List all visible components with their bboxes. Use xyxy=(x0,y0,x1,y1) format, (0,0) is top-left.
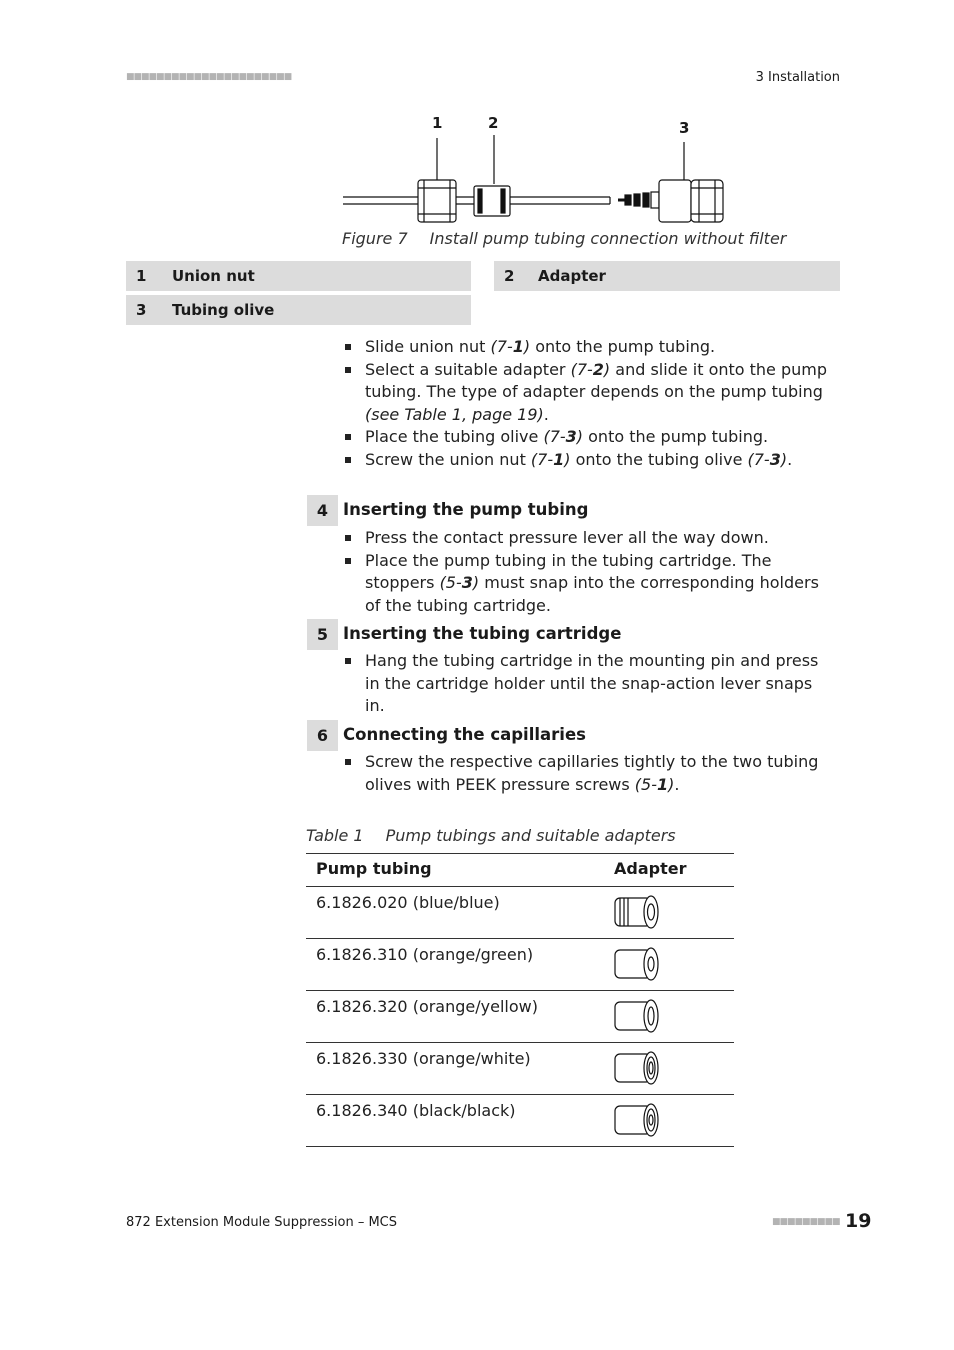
figure-ref-end: ) xyxy=(576,427,584,446)
table-rule xyxy=(306,1146,734,1147)
legend-item-tubing-olive xyxy=(126,295,471,325)
text: Press the contact pressure lever all the way down. xyxy=(365,528,769,547)
footer-marker: ■■■■■■■■■ xyxy=(772,1217,840,1227)
table-cell-pump-tubing: 6.1826.310 (orange/green) xyxy=(316,945,534,964)
list-item xyxy=(343,550,838,618)
adapter-icon xyxy=(613,946,661,982)
legend-text: Union nut xyxy=(172,267,255,285)
text: Screw the respective capillaries tightly to the two tubing olives with PEEK pressure screws xyxy=(365,752,819,794)
text: Place the pump tubing in the tubing cartridge. The stoppers xyxy=(365,550,772,592)
text: Hang the tubing cartridge in the mounting pin and press in the cartridge holder until the snap-action lever snaps in. xyxy=(365,651,819,715)
legend-text: Adapter xyxy=(538,267,606,285)
callout-3: 3 xyxy=(679,119,690,137)
list-item xyxy=(343,449,833,472)
figure-ref: (7- xyxy=(570,359,593,379)
table-cell-pump-tubing: 6.1826.320 (orange/yellow) xyxy=(316,997,538,1016)
callout-1: 1 xyxy=(432,114,443,132)
table-rule xyxy=(306,938,734,939)
text: Screw the union nut xyxy=(365,449,531,469)
text: onto the pump tubing. xyxy=(530,337,716,356)
figure-ref-number: 1 xyxy=(553,449,565,469)
text: and slide it onto the pump tubing. The type of adapter depends on the pump tubing xyxy=(365,359,828,401)
intro-bullet-list xyxy=(343,336,833,471)
step-title-6: Connecting the capillaries xyxy=(343,725,586,744)
figure-ref: (5- xyxy=(439,573,462,592)
header-marker: ■■■■■■■■■■■■■■■■■■■■■■ xyxy=(126,72,292,82)
figure-ref: (5- xyxy=(634,774,657,794)
table-rule xyxy=(306,853,734,854)
figure-ref-number: 3 xyxy=(461,573,473,592)
text: . xyxy=(787,449,793,469)
table-cell-pump-tubing: 6.1826.020 (blue/blue) xyxy=(316,893,500,912)
text: Slide union nut xyxy=(365,337,491,356)
list-item xyxy=(343,336,833,359)
figure-ref-number: 3 xyxy=(769,449,781,469)
table-rule xyxy=(306,1042,734,1043)
table-rule xyxy=(306,1094,734,1095)
list-item xyxy=(343,426,833,449)
step-number-4: 4 xyxy=(307,495,338,526)
table-caption xyxy=(306,826,676,845)
figure-ref: (7- xyxy=(490,337,513,356)
figure-ref-number: 1 xyxy=(512,337,524,356)
list-item xyxy=(343,359,833,427)
list-item xyxy=(343,650,833,718)
figure-ref-end: ) xyxy=(472,573,480,592)
list-item xyxy=(343,527,838,550)
table-cross-reference-link[interactable]: (see Table 1, page 19) xyxy=(365,404,544,424)
table-cell-pump-tubing: 6.1826.330 (orange/white) xyxy=(316,1049,531,1068)
legend-number: 3 xyxy=(136,301,147,319)
text: . xyxy=(674,774,680,794)
table-cell-pump-tubing: 6.1826.340 (black/black) xyxy=(316,1101,516,1120)
figure-ref: (7- xyxy=(543,427,566,446)
figure-ref-number: 1 xyxy=(657,774,669,794)
figure-ref-number: 2 xyxy=(592,359,604,379)
legend-number: 2 xyxy=(504,267,515,285)
step-4-bullet-list xyxy=(343,527,838,617)
legend-text: Tubing olive xyxy=(172,301,275,319)
table-caption-text: Pump tubings and suitable adapters xyxy=(385,826,676,845)
page-number: 19 xyxy=(845,1210,872,1232)
callout-2: 2 xyxy=(488,114,499,132)
step-number-6: 6 xyxy=(307,720,338,751)
table-rule xyxy=(306,990,734,991)
adapter-icon xyxy=(613,998,661,1034)
text: must snap into the corresponding holders of the tubing cartridge. xyxy=(365,573,819,615)
legend-item-adapter xyxy=(494,261,840,291)
figure-ref-end: ) xyxy=(603,359,611,379)
figure-ref: (7- xyxy=(530,449,554,469)
step-number-5: 5 xyxy=(307,619,338,650)
text: . xyxy=(543,404,549,424)
column-header-adapter: Adapter xyxy=(614,859,687,878)
column-header-pump-tubing: Pump tubing xyxy=(316,859,432,878)
step-title-5: Inserting the tubing cartridge xyxy=(343,624,622,643)
figure-ref-end: ) xyxy=(523,337,531,356)
figure-caption-text: Install pump tubing connection without filter xyxy=(429,229,787,248)
list-item xyxy=(343,751,833,796)
adapter-icon xyxy=(613,1050,661,1086)
footer-document-title: 872 Extension Module Suppression – MCS xyxy=(126,1215,398,1230)
figure-ref-number: 3 xyxy=(565,427,577,446)
legend-number: 1 xyxy=(136,267,147,285)
adapter-icon xyxy=(613,894,661,930)
text: Select a suitable adapter xyxy=(365,359,571,379)
step-6-bullet-list xyxy=(343,751,833,796)
figure-ref: (7- xyxy=(747,449,770,469)
legend-item-union-nut xyxy=(126,261,471,291)
table-number: Table 1 xyxy=(306,826,364,845)
text: onto the tubing olive xyxy=(570,449,748,469)
section-title: 3 Installation xyxy=(755,70,840,85)
pump-tubing-connection-figure xyxy=(340,132,730,227)
step-title-4: Inserting the pump tubing xyxy=(343,500,589,519)
figure-caption xyxy=(342,229,786,248)
figure-number: Figure 7 xyxy=(342,229,408,248)
text: Place the tubing olive xyxy=(365,427,544,446)
step-5-bullet-list xyxy=(343,650,833,718)
figure-ref-end: ) xyxy=(780,449,788,469)
text: onto the pump tubing. xyxy=(583,427,769,446)
table-rule xyxy=(306,886,734,887)
figure-ref-end: ) xyxy=(668,774,675,794)
figure-ref-end: ) xyxy=(564,449,571,469)
adapter-icon xyxy=(613,1102,661,1138)
